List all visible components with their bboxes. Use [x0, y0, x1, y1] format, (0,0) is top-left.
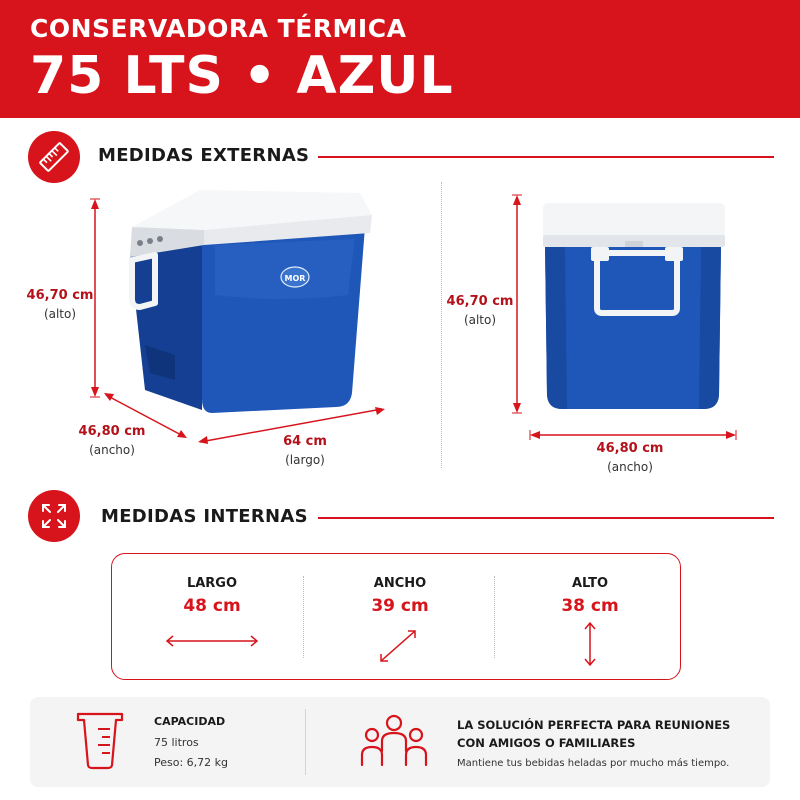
- capacity-title: CAPACIDAD: [154, 715, 226, 728]
- external-measures-title: MEDIDAS EXTERNAS: [98, 145, 310, 166]
- right-height-label: [440, 294, 520, 327]
- section-divider-line: [318, 156, 774, 158]
- measuring-cup-icon: [72, 711, 128, 771]
- vertical-arrow-icon: [583, 620, 597, 668]
- right-width-value: 46,80 cm: [596, 441, 664, 456]
- info-bar: [30, 697, 770, 787]
- diagonal-arrow-icon: [376, 626, 420, 666]
- internal-dimensions-card: [111, 553, 681, 680]
- internal-height-value: 38 cm: [561, 596, 619, 616]
- ruler-icon: [28, 131, 80, 183]
- capacity-volume: 75 litros: [154, 736, 199, 749]
- internal-width: [320, 554, 480, 679]
- internal-measures-title: MEDIDAS INTERNAS: [101, 506, 308, 527]
- expand-arrows-icon: [28, 490, 80, 542]
- product-type-title: CONSERVADORA TÉRMICA: [30, 14, 407, 43]
- left-length-label: [265, 434, 345, 467]
- left-depth-label: [72, 424, 152, 457]
- left-length-caption: (largo): [285, 453, 325, 467]
- internal-width-label: ANCHO: [373, 576, 427, 591]
- internal-length: [132, 554, 292, 679]
- right-height-caption: (alto): [463, 313, 497, 327]
- cooler-front-view: [505, 185, 750, 445]
- cooler-angled-view: [90, 185, 400, 445]
- group-people-icon: [358, 711, 430, 771]
- right-width-caption: (ancho): [607, 460, 653, 474]
- solution-title: LA SOLUCIÓN PERFECTA PARA REUNIONES CON AMIGOS O FAMILIARES: [457, 718, 731, 750]
- left-depth-caption: (ancho): [89, 443, 135, 457]
- product-model-title: 75 LTS • AZUL: [30, 46, 454, 106]
- right-height-value: 46,70 cm: [446, 294, 514, 309]
- internal-height: [510, 554, 670, 679]
- internal-width-value: 39 cm: [371, 596, 429, 616]
- section-divider-line: [318, 517, 774, 519]
- internal-length-value: 48 cm: [183, 596, 241, 616]
- capacity-weight: Peso: 6,72 kg: [154, 756, 229, 769]
- left-height-label: [20, 288, 100, 321]
- solution-subtitle: Mantiene tus bebidas heladas por mucho más tiempo.: [457, 758, 730, 769]
- header-banner: [0, 0, 800, 118]
- internal-length-label: LARGO: [186, 576, 238, 591]
- horizontal-arrow-icon: [163, 634, 261, 648]
- left-height-value: 46,70 cm: [26, 288, 94, 303]
- left-length-value: 64 cm: [283, 434, 327, 449]
- internal-height-label: ALTO: [571, 576, 609, 591]
- left-height-caption: (alto): [43, 307, 77, 321]
- brand-logo: MOR: [284, 274, 306, 283]
- left-depth-value: 46,80 cm: [78, 424, 146, 439]
- right-width-label: [588, 441, 672, 474]
